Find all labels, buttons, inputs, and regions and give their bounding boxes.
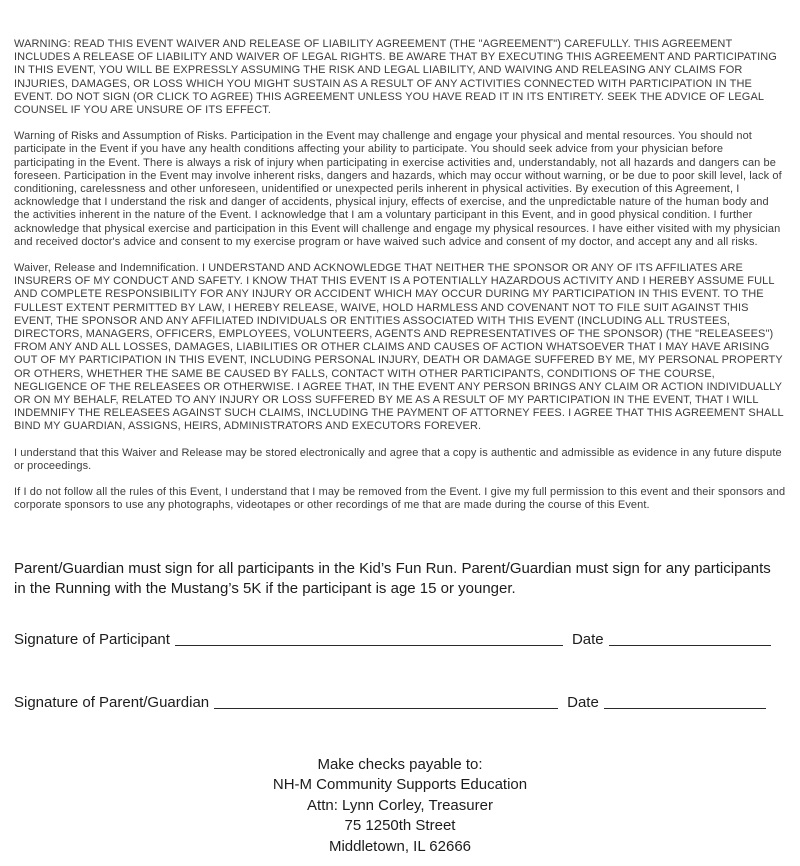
payment-line-street: 75 1250th Street	[344, 817, 456, 834]
participant-date-label: Date	[571, 630, 604, 648]
warning-paragraph: WARNING: READ THIS EVENT WAIVER AND RELEASE OF LIABILITY AGREEMENT (THE "AGREEMENT") CAREFULLY. THIS AGREEMENT INCLUDES A RELEASE OF LIABILITY AND WAIVER OF LEGAL RIGHTS. BE AWARE THAT BY EXECUTING THIS AGREEMENT AND PARTICIPATING IN THIS EVENT, YOU WILL BE EXPRESSLY ASSUMING THE RISK AND LEGAL LIABILITY, AND WAIVING AND RELEASING ANY CLAIMS FOR INJURIES, DAMAGES, OR LOSS WHICH YOU MIGHT SUSTAIN AS A RESULT OF ANY ACTIVITIES CONNECTED WITH PARTICIPATION IN THE EVENT. DO NOT SIGN (OR CLICK TO AGREE) THIS AGREEMENT UNLESS YOU HAVE READ IT IN ITS ENTIRETY. SEEK THE ADVICE OF LEGAL COUNSEL IF YOU ARE UNSURE OF ITS EFFECT.	[14, 38, 777, 117]
participant-date-line[interactable]	[609, 633, 771, 646]
payment-instructions	[14, 755, 786, 858]
payment-line-attn: Attn: Lynn Corley, Treasurer	[307, 796, 493, 814]
guardian-date-line[interactable]	[604, 696, 766, 709]
electronic-storage-paragraph: I understand that this Waiver and Release may be stored electronically and agree that a copy is authentic and admissible as evidence in any future dispute or proceedings.	[14, 446, 782, 472]
waiver-release-indemnification-paragraph: Waiver, Release and Indemnification. I UNDERSTAND AND ACKNOWLEDGE THAT NEITHER THE SPONSOR OR ANY OF ITS AFFILIATES ARE INSURERS OF MY CONDUCT AND SAFETY. I KNOW THAT THIS EVENT IS A POTENTIALLY HAZARDOUS ACTIVITY AND I HEREBY ASSUME FULL AND COMPLETE RESPONSIBILITY FOR ANY INJURY OR ACCIDENT WHICH MAY OCCUR DURING MY PARTICIPATION IN THIS EVENT. TO THE FULLEST EXTENT PERMITTED BY LAW, I HEREBY RELEASE, WAIVE, HOLD HARMLESS AND COVENANT NOT TO FILE SUIT AGAINST THIS EVENT, THE SPONSOR AND ANY AFFILIATED INDIVIDUALS OR ENTITIES ASSOCIATED WITH THIS EVENT (INCLUDING ALL TRUSTEES, DIRECTORS, MANAGERS, OFFICERS, EMPLOYEES, VOLUNTEERS, AGENTS AND REPRESENTATIVES OF THE SPONSOR) (THE "RELEASEES") FROM ANY AND ALL LOSSES, DAMAGES, LIABILITIES OR OTHER CLAIMS AND CAUSES OF ACTION WHATSOEVER THAT I MAY HAVE ARISING OUT OF MY PARTICIPATION IN THIS EVENT, INCLUDING PERSONAL INJURY, DEATH OR DAMAGE SUFFERED BY ME, MY PERSONAL PROPERTY OR OTHERS, WHETHER THE SAME BE CAUSED BY FALLS, CONTACT WITH OTHER PARTICIPANTS, CONDITIONS OF THE COURSE, NEGLIGENCE OF THE RELEASEES OR OTHERWISE. I AGREE THAT, IN THE EVENT ANY PERSON BRINGS ANY CLAIM OR ACTION INDIVIDUALLY OR ON MY BEHALF, RELATED TO ANY INJURY OR LOSS SUFFERED BY ME AS A RESULT OF MY PARTICIPATION IN THE EVENT, THAT I WILL INDEMNIFY THE RELEASEES AGAINST SUCH CLAIMS, INCLUDING THE PAYMENT OF ATTORNEY FEES. I AGREE THAT THIS AGREEMENT SHALL BIND MY GUARDIAN, ASSIGNS, HEIRS, ADMINISTRATORS AND EXECUTORS FOREVER.	[14, 262, 784, 433]
legal-text-section	[14, 38, 786, 513]
participant-signature-label: Signature of Participant	[14, 630, 170, 648]
guardian-date-label: Date	[567, 693, 599, 711]
participant-signature-line[interactable]	[175, 633, 563, 646]
risks-assumption-paragraph: Warning of Risks and Assumption of Risks. Participation in the Event may challenge and engage your physical and mental resources. You should not participate in the Event if you have any health conditions affecting your ability to participate. You should seek advice from your physician before participating in the Event. There is always a risk of injury when participating in exercise activities and, understandably, not all hazards and dangers can be foreseen. Participation in the Event may involve inherent risks, dangers and hazards, which may occur without warning, or be due to poor skill level, lack of conditioning, carelessness and other unforeseen, unidentified or unexpected perils inherent in physical activities. By execution of this Agreement, I acknowledge that I understand the risk and danger of accidents, physical injury, effects of exercise, and the unpredictable nature of the human body and the activities inherent in the nature of the Event. I acknowledge that I am a voluntary participant in this Event, and in good physical condition. I further acknowledge that physical exercise and participation in this Event will challenge and engage my physical resources. I have either visited with my physician and received doctor's advice and consent to my exercise program or have waived such advice and consent of my doctor, and accept any and all risks.	[14, 130, 782, 248]
payment-line-payee: NH-M Community Supports Education	[272, 776, 528, 793]
rules-media-permission-paragraph: If I do not follow all the rules of this Event, I understand that I may be removed from the Event. I give my full permission to this event and their sponsors and corporate sponsors to use any photographs, videotapes or other recordings of me that are made during the course of this Event.	[14, 486, 786, 512]
guardian-signature-line[interactable]	[214, 696, 558, 709]
guardian-signature-row	[14, 694, 786, 711]
guardian-signature-label: Signature of Parent/Guardian	[14, 693, 210, 711]
payment-line-city: Middletown, IL 62666	[328, 837, 472, 855]
payment-line-make-checks: Make checks payable to:	[317, 755, 483, 773]
parent-guardian-signing-note: Parent/Guardian must sign for all participants in the Kid’s Fun Run. Parent/Guardian must sign for any participants in the Running with the Mustang’s 5K if the participant is age 15 or younger.	[14, 559, 771, 597]
participant-signature-row	[14, 631, 786, 648]
